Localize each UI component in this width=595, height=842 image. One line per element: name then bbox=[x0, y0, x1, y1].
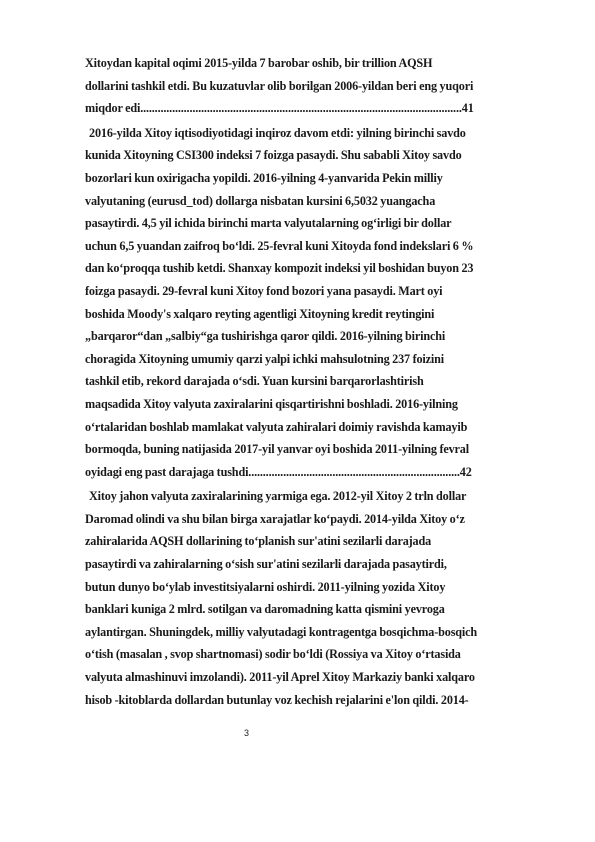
toc-entry-line: miqdor edi...............................................................................................................41 bbox=[85, 101, 474, 116]
toc-entry-line: hisob -kitoblarda dollardan butunlay voz kechish rejalarini e'lon qildi. 2014- bbox=[85, 692, 469, 707]
toc-entry-line: pasaytirdi. 4,5 yil ichida birinchi marta valyutalarning og‘irligi bir dollar bbox=[85, 216, 452, 231]
toc-entry[interactable] bbox=[85, 122, 555, 484]
toc-entry-line: butun dunyo bo‘ylab investitsiyalarni oshirdi. 2011-yilning yozida Xitoy bbox=[85, 579, 446, 594]
toc-entry-line: boshida Moody's xalqaro reyting agentligi Xitoyning kredit reytingini bbox=[85, 306, 435, 321]
toc-entry[interactable] bbox=[85, 52, 555, 120]
toc-entry-line: uchun 6,5 yuandan zaifroq bo‘ldi. 25-fevral kuni Xitoyda fond indekslari 6 % bbox=[85, 238, 474, 253]
toc-entry[interactable] bbox=[85, 485, 555, 711]
toc-entry-line: o‘rtalaridan boshlab mamlakat valyuta zahiralari doimiy ravishda kamayib bbox=[85, 419, 468, 434]
toc-entry-line: kunida Xitoyning CSI300 indeksi 7 foizga pasaydi. Shu sababli Xitoy savdo bbox=[85, 148, 462, 163]
toc-entry-line: bozorlari kun oxirigacha yopildi. 2016-yilning 4-yanvarida Pekin milliy bbox=[85, 170, 443, 185]
toc-entry-line: Xitoy jahon valyuta zaxiralarining yarmiga ega. 2012-yil Xitoy 2 trln dollar bbox=[89, 489, 467, 504]
toc-entry-line: Xitoydan kapital oqimi 2015-yilda 7 barobar oshib, bir trillion AQSH bbox=[85, 56, 433, 70]
toc-entry-line: oyidagi eng past darajaga tushdi.........................................................................42 bbox=[85, 464, 472, 479]
toc-entry-line: maqsadida Xitoy valyuta zaxiralarini qisqartirishni boshladi. 2016-yilning bbox=[85, 396, 458, 411]
toc-entry-line: foizga pasaydi. 29-fevral kuni Xitoy fond bozori yana pasaydi. Mart oyi bbox=[85, 283, 443, 298]
toc-entry-line: valyuta almashinuvi imzolandi). 2011-yil Aprel Xitoy Markaziy banki xalqaro bbox=[85, 670, 475, 685]
toc-entry-line: zahiralarida AQSH dollarining to‘planish sur'atini sezilarli darajada bbox=[85, 534, 432, 549]
toc-entry-line: banklari kuniga 2 mlrd. sotilgan va daromadning katta qismini yevroga bbox=[85, 602, 445, 617]
toc-entry-line: aylantirgan. Shuningdek, milliy valyutadagi kontragentga bosqichma-bosqich bbox=[85, 624, 478, 639]
toc-entry-line: choragida Xitoyning umumiy qarzi yalpi ichki mahsulotning 237 foizini bbox=[85, 351, 445, 366]
toc-entry-line: bormoqda, buning natijasida 2017-yil yanvar oyi boshida 2011-yilning fevral bbox=[85, 442, 469, 457]
toc-entry-line: dollarini tashkil etdi. Bu kuzatuvlar olib borilgan 2006-yildan beri eng yuqori bbox=[85, 78, 474, 93]
toc-entry-line: „barqaror“dan „salbiy“ga tushirishga qaror qildi. 2016-yilning birinchi bbox=[85, 329, 446, 344]
toc-entry-line: 2016-yilda Xitoy iqtisodiyotidagi inqiroz davom etdi: yilning birinchi savdo bbox=[89, 125, 466, 140]
table-of-contents bbox=[85, 52, 555, 711]
page-number: 3 bbox=[244, 728, 250, 738]
toc-entry-line: dan ko‘proqqa tushib ketdi. Shanxay kompozit indeksi yil boshidan buyon 23 bbox=[85, 261, 474, 276]
toc-entry-line: Daromad olindi va shu bilan birga xarajatlar ko‘paydi. 2014-yilda Xitoy o‘z bbox=[85, 511, 465, 526]
toc-entry-line: o‘tish (masalan , svop shartnomasi) sodir bo‘ldi (Rossiya va Xitoy o‘rtasida bbox=[85, 647, 461, 662]
toc-entry-line: pasaytirdi va zahiralarning o‘sish sur'atini sezilarli darajada pasaytirdi, bbox=[85, 557, 447, 572]
toc-entry-line: tashkil etib, rekord darajada o‘sdi. Yuan kursini barqarorlashtirish bbox=[85, 374, 424, 389]
toc-entry-line: valyutaning (eurusd_tod) dollarga nisbatan kursini 6,5032 yuangacha bbox=[85, 193, 436, 208]
